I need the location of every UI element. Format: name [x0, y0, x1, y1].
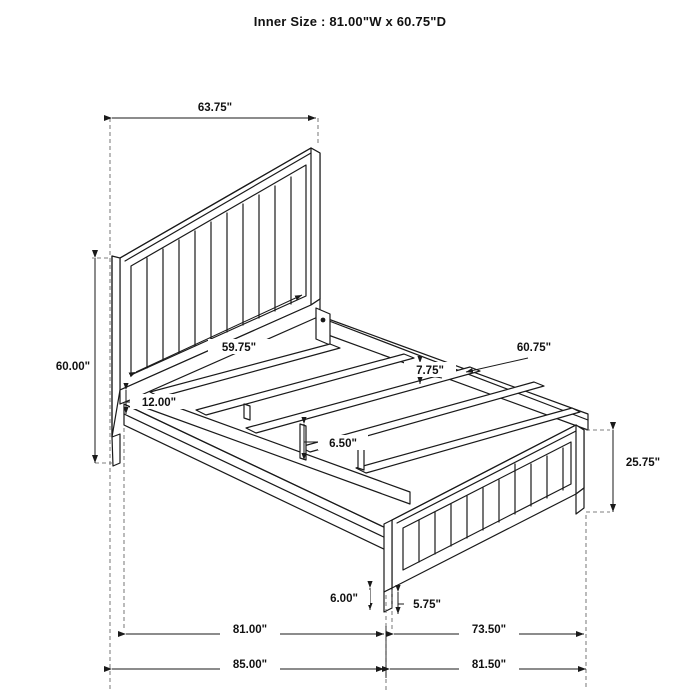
dim-footboard-depth — [466, 358, 528, 372]
dim-label-headboard-width: 63.75" — [197, 102, 233, 114]
dim-label-headboard-height: 60.00" — [55, 361, 91, 373]
bed-illustration — [112, 148, 588, 612]
dim-label-headboard-leg-height: 12.00" — [141, 397, 177, 409]
dim-label-inner-headboard-width: 59.75" — [221, 342, 257, 354]
dim-label-bed-length-outer: 85.00" — [232, 659, 268, 671]
dim-label-footboard-width-outer: 81.50" — [471, 659, 507, 671]
page-title: Inner Size : 81.00"W x 60.75"D — [253, 14, 447, 29]
dim-label-footboard-depth: 60.75" — [516, 342, 552, 354]
dim-label-slat-height: 6.50" — [329, 438, 357, 450]
dim-label-clearance-height: 6.00" — [330, 593, 358, 605]
dim-label-footboard-height: 25.75" — [625, 457, 661, 469]
dim-label-footboard-leg-height: 5.75" — [413, 599, 441, 611]
dim-label-footboard-width-inner: 73.50" — [471, 624, 507, 636]
rail-bracket — [316, 308, 330, 345]
dim-label-rail-top-height: 7.75" — [416, 365, 444, 377]
dim-label-bed-length-inner: 81.00" — [232, 624, 268, 636]
